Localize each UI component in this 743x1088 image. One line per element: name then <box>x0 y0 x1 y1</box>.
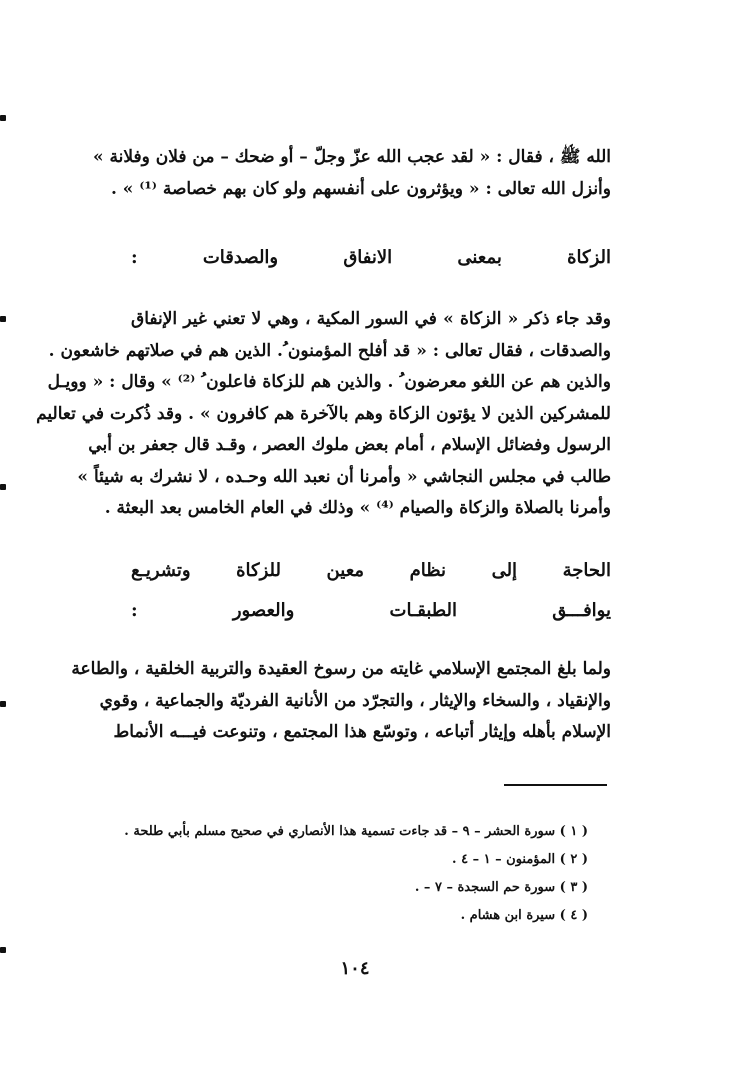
footnotes <box>118 818 588 930</box>
text-line: وقد جاء ذكر « الزكاة » في السور المكية ، وهي لا تعني غير الإنفاق <box>131 309 611 329</box>
text-line: والذين هم عن اللغو معرضون ُ . والذين هم للزكاة فاعلون ُ ⁽²⁾ » وقال : « وويـل <box>47 372 611 392</box>
text-line: وأمرنا بالصلاة والزكاة والصيام ⁽⁴⁾ » وذلك في العام الخامس بعد البعثة . <box>104 498 611 518</box>
footnote-item: ( ١ ) سورة الحشر – ٩ – قد جاءت تسمية هذا الأنصاري في صحيح مسلم بأبي طلحة . <box>124 824 588 839</box>
footnote-item: ( ٢ ) المؤمنون – ١ – ٤ . <box>452 852 588 867</box>
binding-mark <box>0 115 6 121</box>
binding-mark <box>0 947 6 953</box>
binding-mark <box>0 484 6 490</box>
text-line: وأنزل الله تعالى : « ويؤثرون على أنفسهم ولو كان بهم خصاصة ⁽¹⁾ » . <box>110 178 611 199</box>
need-paragraph <box>71 654 611 749</box>
section-heading-zakat: الزكاة بمعنى الانفاق والصدقات : <box>131 247 611 268</box>
footnote-item: ( ٤ ) سيرة ابن هشام . <box>460 908 588 923</box>
text-line: الله ﷺ ، فقال : « لقد عجب الله عزّ وجلّ – أو ضحك – من فلان وفلانة » <box>92 147 611 167</box>
text-line: والصدقات ، فقال تعالى : « قد أفلح المؤمنون ُ. الذين هم في صلاتهم خاشعون . <box>48 340 611 361</box>
binding-mark <box>0 701 6 707</box>
footnote-item: ( ٣ ) سورة حم السجدة – ٧ – . <box>414 880 588 895</box>
section-heading-need: الحاجة إلى نظام معين للزكاة وتشريـع يوافـــق الطبقـات والعصور : <box>131 560 611 621</box>
text-line: الرسول وفضائل الإسلام ، أمام بعض ملوك العصر ، وقـد قال جعفر بن أبي <box>88 435 611 455</box>
footnote-separator <box>504 784 607 786</box>
intro-paragraph <box>92 142 611 205</box>
text-line: للمشركين الذين لا يؤتون الزكاة وهم بالآخرة هم كافرون » . وقد ذُكرت في تعاليم <box>36 403 611 424</box>
zakat-paragraph <box>36 304 611 525</box>
text-line: والإنقياد ، والسخاء والإيثار ، والتجرّد من الأنانية الفرديّة والجماعية ، وقوي <box>99 690 611 711</box>
binding-mark <box>0 316 6 322</box>
page-number: ١٠٤ <box>340 958 370 979</box>
text-line: طالب في مجلس النجاشي « وأمرنا أن نعبد الله وحـده ، لا نشرك به شيئاً » <box>77 466 611 487</box>
text-line: ولما بلغ المجتمع الإسلامي غايته من رسوخ العقيدة والتربية الخلقية ، والطاعة <box>71 659 611 679</box>
text-line: الإسلام بأهله وإيثار أتباعه ، وتوسّع هذا المجتمع ، وتنوعت فيـــه الأنماط <box>113 722 611 742</box>
